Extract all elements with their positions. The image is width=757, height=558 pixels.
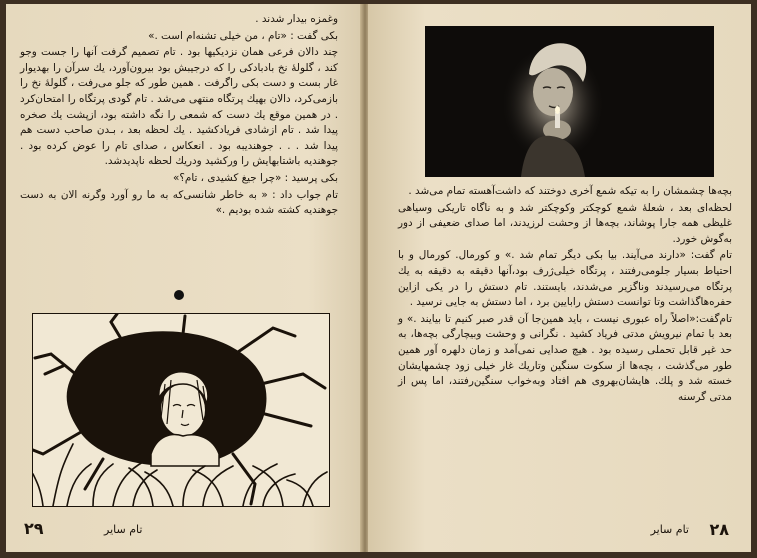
left-page bbox=[6, 4, 362, 552]
section-bullet bbox=[174, 290, 184, 300]
paragraph: لحظه‌ای بعد ، شعلهٔ شمع کوچکتر وکوچکتر شد و به ناگاه تاریکی وسیاهی غلیظی همه جارا پوشاند، بچه‌ها از وحشت لرزیدند، اما صدای ضعیفی از دور به‌گوش خورد. bbox=[398, 201, 732, 245]
photo-boy-with-candle bbox=[425, 26, 714, 177]
page-number: ۲۹ bbox=[24, 519, 44, 538]
paragraph: وغمزه بیدار شدند . bbox=[255, 13, 338, 25]
right-page-text bbox=[398, 184, 732, 405]
right-page bbox=[368, 4, 751, 552]
running-title: تام سایر bbox=[104, 523, 143, 536]
left-page-text bbox=[20, 12, 338, 219]
paragraph: بچه‌ها چشمشان را به تیکه شمع آخری دوختند که داشت‌آهسته تمام می‌شد . bbox=[408, 185, 732, 197]
page-number: ۲۸ bbox=[709, 520, 729, 539]
paragraph: چند دالان فرعی همان نزدیکیها بود . تام تصمیم گرفت آنها را جست وجو کند ، گلولهٔ نخ بادبادکی را که درجیبش بود بیرون‌آورد، یك سرآن را بهدیوار غار بست و دست بکی راگرفت . همین طور که جلو می‌رفت ، گلولهٔ نخ را بازمی‌کرد، دالان بهیك پرتگاه منتهی می‌شد . تام گودی پرتگاه را امتحان‌کرد . در همین موقع یك دست که شمعی را نگه داشته بود، ازپشت یك صخره پیدا شد . تام ازشادی فریادکشید . یك لحظه بعد ، بـدن صاحب دست هم پیدا شد . . . جوهندیبه بود . انعکاس ، صدای تام را عوض کرده بود . جوهندیه باشتابهایش را ورکشید ودریك لحظه ناپدیدشد. bbox=[20, 46, 338, 168]
paragraph: تام‌گفت:«اصلاً راه عبوری نیست ، باید همین‌جا آن قدر صبر کنیم تا بیایند .» و بعد با تمام نیرویش مدتی فریاد کشید . نگرانی و وحشت وبیچارگی بچه‌ها، به حد غیر قابل تحملی رسیده بود . هیچ صدایی نمی‌آمد و زمان دلهره آور همین طور می‌گذشت ، بچه‌ها از سکوت سنگین وتاریك غار خیلی زود چشمهایشان خسته شد و پلك. هایشان‌بهروی هم افتاد وبه‌خواب سنگین‌رفتند، اما پس از مدتی گرسنه bbox=[398, 312, 732, 403]
running-title: تام سایر bbox=[650, 523, 689, 536]
illustration-girl-in-cave bbox=[32, 313, 330, 507]
paragraph: تام گفت: «دارند می‌آیند. بیا بکی دیگر تمام شد .» و کورمال. کورمال و با احتیاط بسیار جلومی‌رفتند ، پرتگاه خیلی‌ژرف بود،آنها دقیقه به دقیقه به یك پرتگاه می‌رسیدند وناگزیر می‌شدند، بایستند. تام دستش را در یکی ازاین حفره‌هاگذاشت وتا توانست دستش رابایین برد ، اما دستش به جایی نرسید . bbox=[398, 249, 732, 309]
paragraph: تام جواب داد : « به خاطر شانسی‌که به ما رو آورد وگرنه الان به دست جوهندیه کشته شده بودیم .» bbox=[20, 188, 338, 217]
paragraph: بکی پرسید : «چرا جیغ کشیدی ، تام؟» bbox=[173, 171, 338, 184]
paragraph: بکی گفت : «تام ، من خیلی تشنه‌ام است .» bbox=[148, 29, 338, 42]
